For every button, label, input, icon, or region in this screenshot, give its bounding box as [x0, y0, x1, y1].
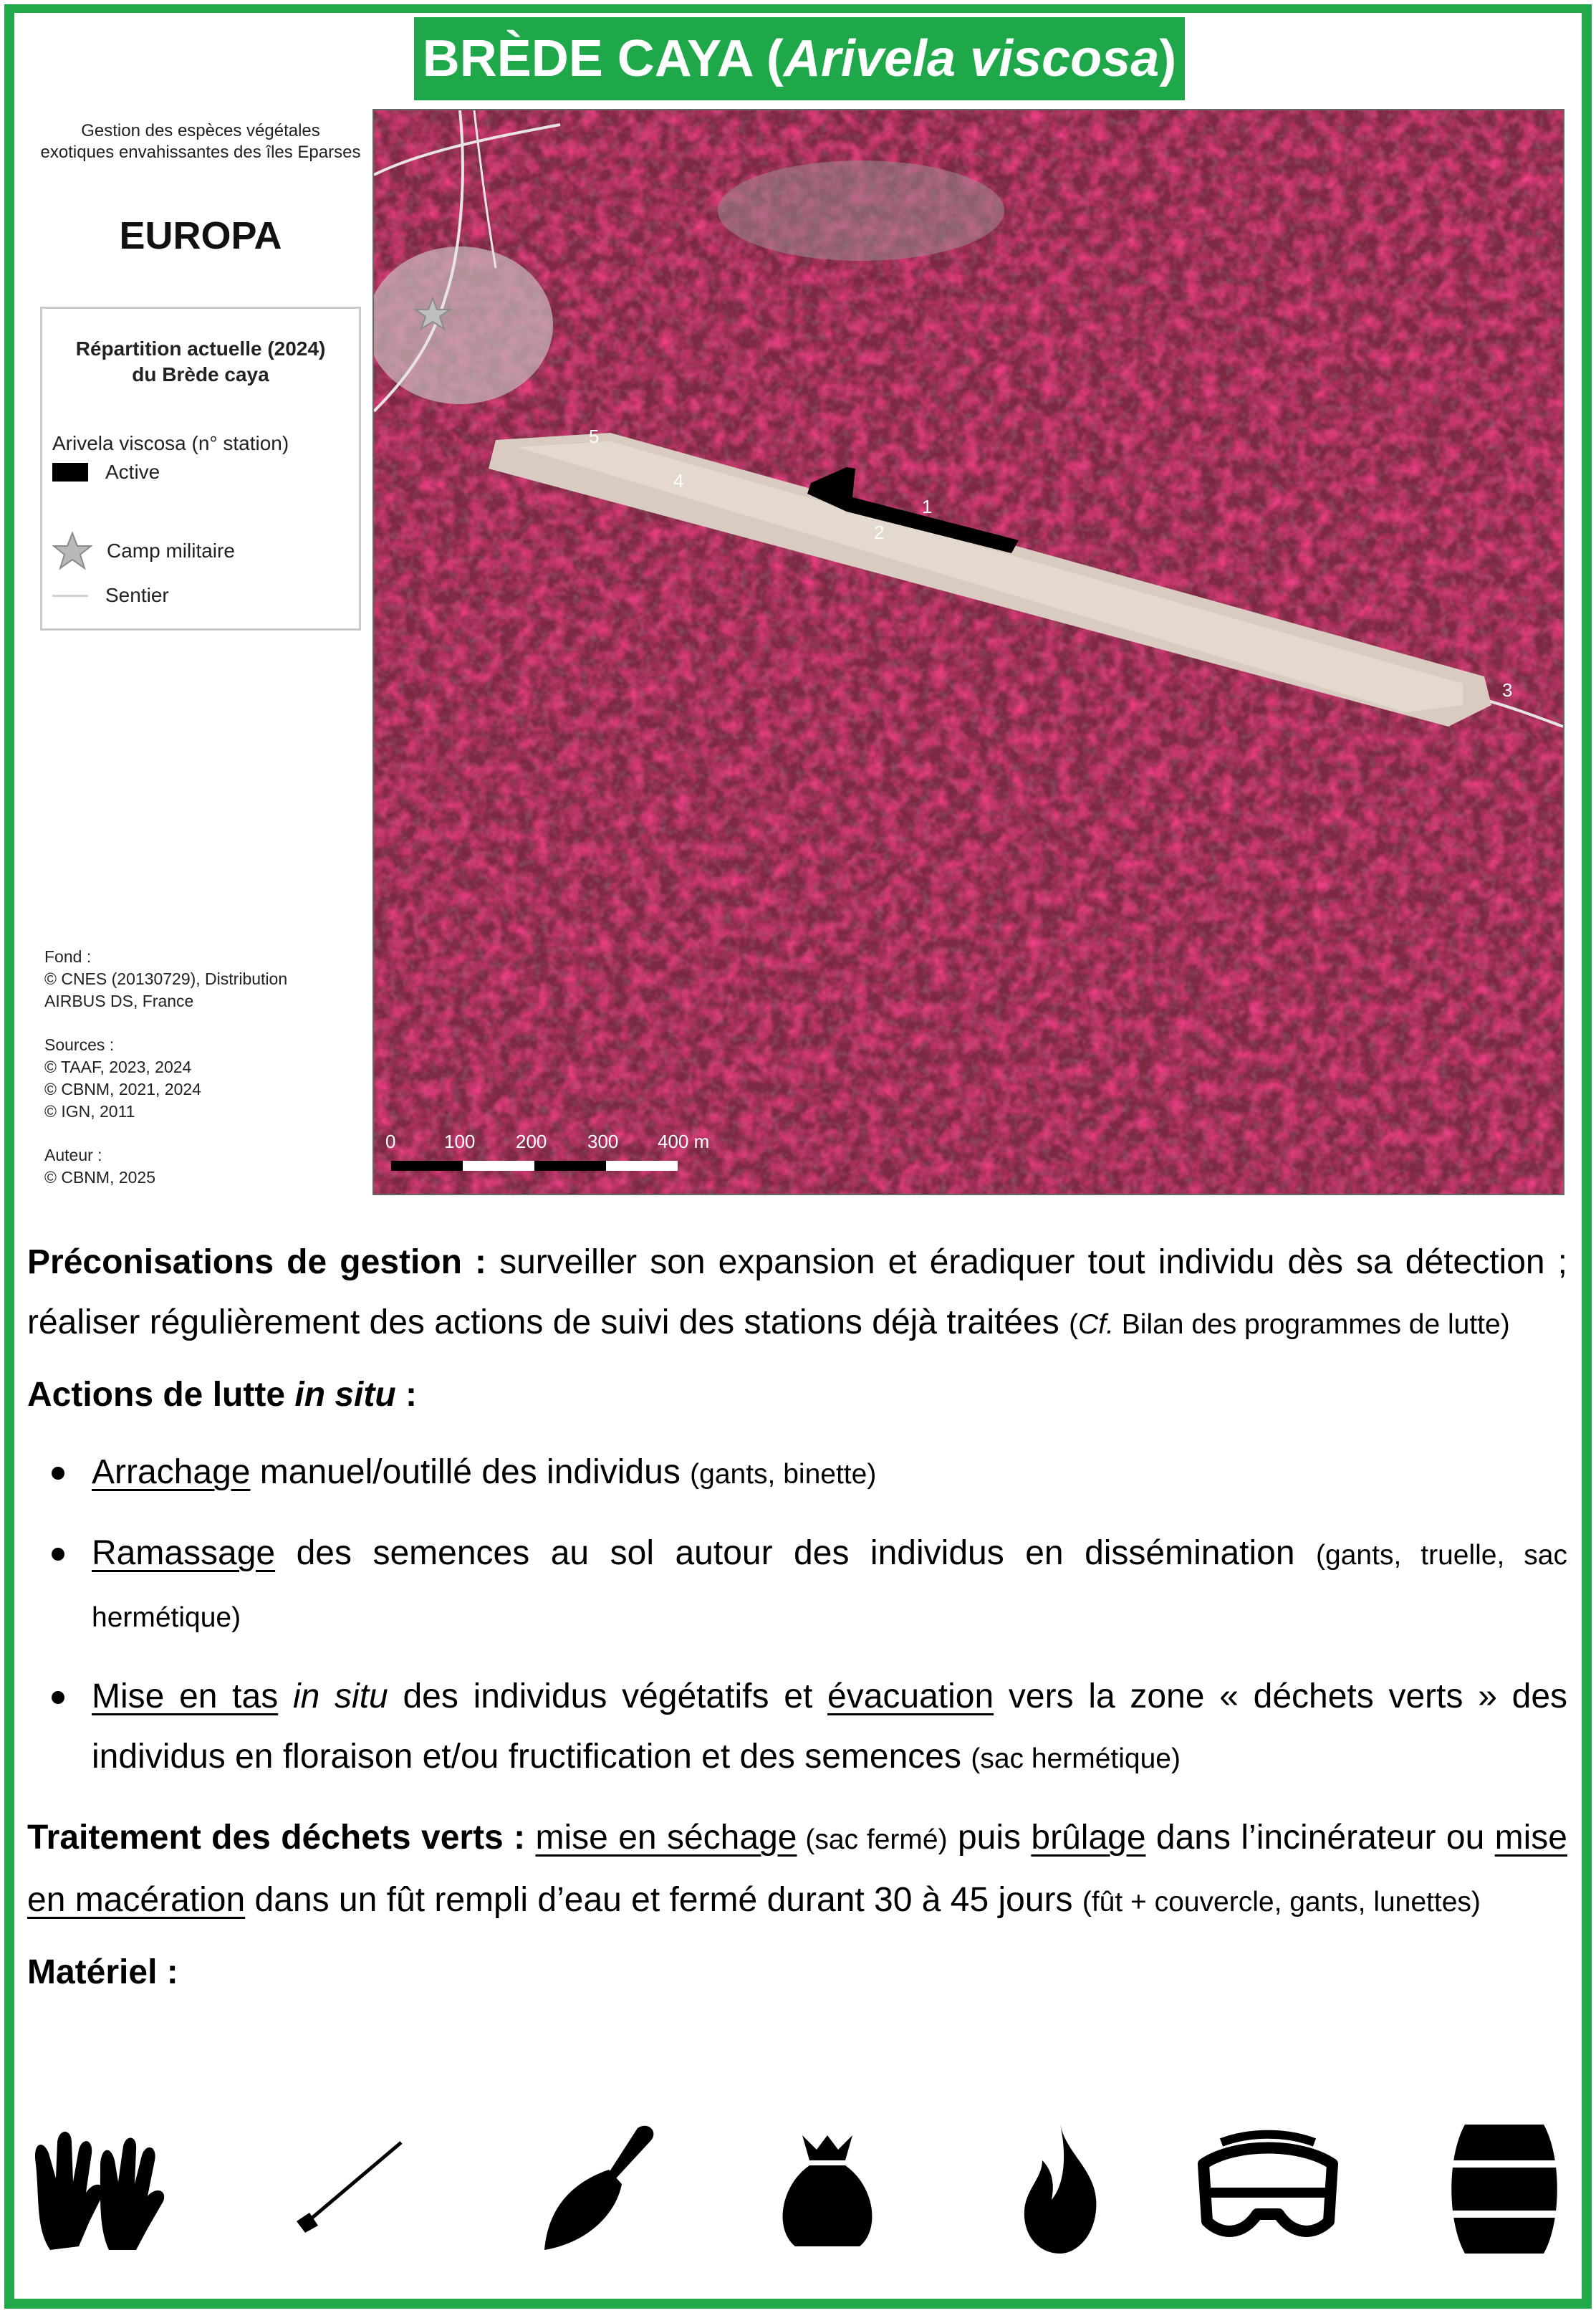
trowel-icon: [530, 2121, 666, 2257]
equipment-icons: [21, 2121, 1576, 2264]
actions-list: [27, 1442, 1567, 1789]
active-swatch: [52, 463, 88, 482]
star-icon: [52, 531, 92, 571]
management-text: [27, 1232, 1567, 2003]
gloves-icon: [21, 2121, 179, 2257]
legend-species: Arivela viscosa (n° station): [52, 432, 289, 454]
legend-box: [40, 307, 361, 631]
legend-camp: Camp militaire: [52, 531, 235, 571]
svg-text:400 m: 400 m: [658, 1131, 710, 1152]
map-canvas: [374, 110, 1563, 1194]
svg-text:200: 200: [516, 1131, 547, 1152]
page-title: BRÈDE CAYA (Arivela viscosa): [414, 17, 1185, 100]
map-credits: Fond : © CNES (20130729), Distribution AIRBUS DS, France Sources : © TAAF, 2023, 2024 © CBNM, 2021, 2024 © IGN, 2011 Auteur : © CBNM, 2025: [44, 947, 288, 1187]
list-item: Ramassage des semences au sol autour des individus en dissémination (gants, truelle, sac hermétique): [27, 1523, 1567, 1648]
svg-text:300: 300: [587, 1131, 619, 1152]
station-label-4: 4: [673, 470, 684, 492]
station-label-3: 3: [1502, 679, 1513, 701]
satellite-map: [372, 109, 1564, 1195]
island-name: EUROPA: [119, 214, 282, 257]
goggles-icon: [1193, 2121, 1343, 2257]
list-item: Mise en tas in situ des individus végétatifs et évacuation vers la zone « déchets verts » des individus en floraison et/ou fructification et des semences (sac hermétique): [27, 1667, 1567, 1789]
dechets-paragraph: Traitement des déchets verts : mise en séchage (sac fermé) puis brûlage dans l’incinérateur ou mise en macération dans un fût rempli d’eau et fermé durant 30 à 45 jours (fût + couvercle, gants, lunettes): [27, 1819, 1567, 1919]
station-label-5: 5: [589, 426, 600, 447]
legend-trail: Sentier: [52, 584, 169, 607]
station-label-2: 2: [874, 522, 885, 543]
station-label-1: 1: [922, 496, 933, 517]
materiel-heading: Matériel :: [27, 1953, 178, 1991]
svg-text:0: 0: [385, 1131, 396, 1152]
flame-icon: [1010, 2121, 1110, 2257]
legend-title: Répartition actuelle (2024) du Brède caya: [75, 337, 326, 386]
hoe-icon: [287, 2121, 408, 2257]
sack-icon: [774, 2121, 881, 2257]
trail-swatch: [52, 595, 88, 597]
map-legend-panel: [29, 115, 372, 1197]
barrel-icon: [1443, 2121, 1565, 2257]
legend-active: Active: [52, 461, 160, 484]
preconisations-paragraph: Préconisations de gestion : surveiller son expansion et éradiquer tout individu dès sa détection ; réaliser régulièrement des actions de suivi des stations déjà traitées (Cf. Bilan des programmes de lutte): [27, 1243, 1568, 1341]
list-item: Arrachage manuel/outillé des individus (gants, binette): [27, 1442, 1567, 1505]
svg-text:100: 100: [444, 1131, 476, 1152]
actions-heading: Actions de lutte in situ :: [27, 1376, 418, 1414]
map-header: Gestion des espèces végétales exotiques envahissantes des îles Eparses: [40, 121, 361, 162]
